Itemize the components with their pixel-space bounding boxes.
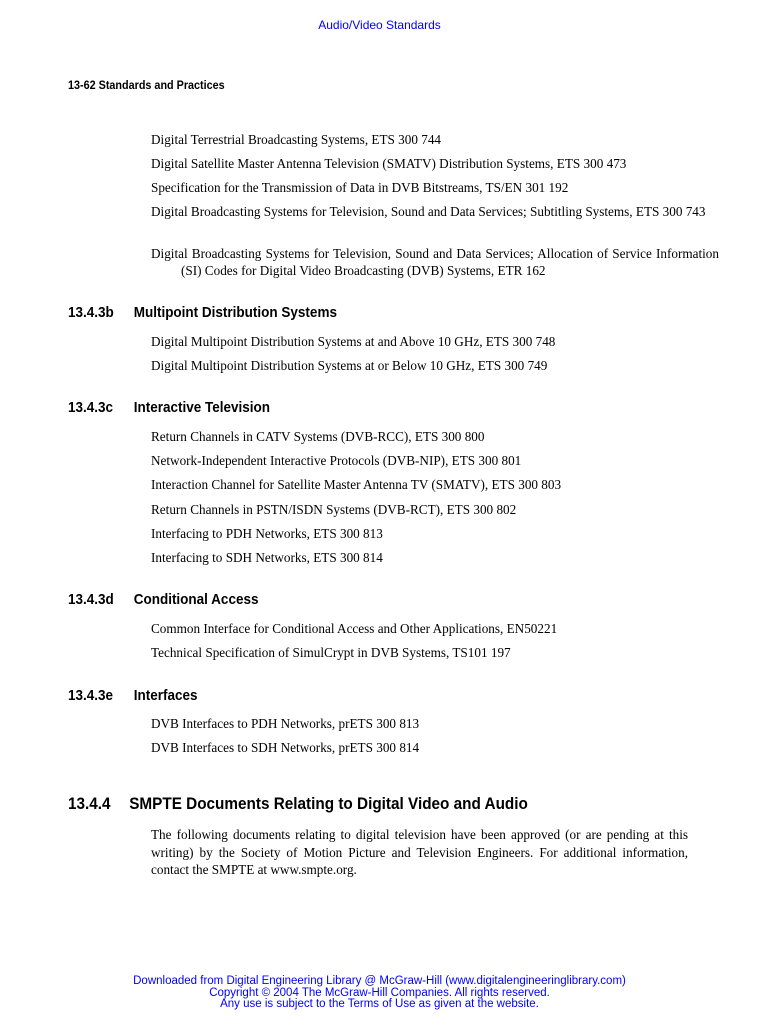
reference-item: Technical Specification of SimulCrypt in DVB Systems, TS101 197 — [151, 645, 511, 660]
section-heading-conditional-access — [68, 591, 258, 608]
footer-terms-link[interactable]: Any use is subject to the Terms of Use as given at the website. — [220, 998, 539, 1010]
reference-item: DVB Interfaces to SDH Networks, prETS 300 814 — [151, 740, 420, 755]
smpte-intro-paragraph: The following documents relating to digital television have been approved (or are pending at this writing) by the Society of Motion Picture and Television Engineers. For additional information, contact the SMPTE at www.smpte.org. — [151, 827, 688, 877]
reference-item: Digital Broadcasting Systems for Television, Sound and Data Services; Allocation of Service Information (SI) Codes for Digital Video Broadcasting (DVB) Systems, ETR 162 — [151, 246, 719, 278]
page-footer — [0, 976, 759, 1011]
page-banner-link[interactable]: Audio/Video Standards — [318, 18, 441, 32]
reference-item: Digital Broadcasting Systems for Television, Sound and Data Services; Subtitling Systems, ETS 300 743 — [151, 204, 706, 219]
reference-item: Digital Satellite Master Antenna Television (SMATV) Distribution Systems, ETS 300 473 — [151, 156, 627, 171]
running-head: 13-62 Standards and Practices — [68, 78, 225, 92]
section-title: SMPTE Documents Relating to Digital Video and Audio — [129, 794, 528, 813]
section-heading-multipoint — [68, 304, 337, 321]
section-number: 13.4.3c — [68, 399, 114, 416]
section-title: Interfaces — [133, 687, 198, 704]
reference-item: Specification for the Transmission of Data in DVB Bitstreams, TS/EN 301 192 — [151, 180, 569, 195]
reference-item: Common Interface for Conditional Access and Other Applications, EN50221 — [151, 621, 558, 636]
section-heading-smpte — [68, 794, 528, 814]
section-number: 13.4.3d — [68, 591, 114, 608]
reference-item: Interfacing to SDH Networks, ETS 300 814 — [151, 550, 383, 565]
reference-item: Return Channels in CATV Systems (DVB-RCC), ETS 300 800 — [151, 429, 485, 444]
reference-item: Interfacing to PDH Networks, ETS 300 813 — [151, 526, 383, 541]
footer-copyright: Copyright © 2004 The McGraw-Hill Companies. All rights reserved. — [209, 986, 550, 999]
reference-item: Network-Independent Interactive Protocols (DVB-NIP), ETS 300 801 — [151, 453, 522, 468]
reference-item: Return Channels in PSTN/ISDN Systems (DVB-RCT), ETS 300 802 — [151, 502, 517, 517]
reference-item: Interaction Channel for Satellite Master Antenna TV (SMATV), ETS 300 803 — [151, 477, 562, 492]
reference-item: Digital Terrestrial Broadcasting Systems, ETS 300 744 — [151, 132, 442, 147]
footer-download-link[interactable]: Downloaded from Digital Engineering Library @ McGraw-Hill (www.digitalengineeringlibrary.com) — [133, 975, 626, 987]
section-number: 13.4.3b — [68, 304, 114, 321]
section-heading-interfaces — [68, 687, 197, 704]
section-title: Conditional Access — [133, 591, 259, 608]
section-title: Multipoint Distribution Systems — [133, 304, 337, 321]
section-number: 13.4.4 — [68, 794, 111, 813]
reference-item: Digital Multipoint Distribution Systems at or Below 10 GHz, ETS 300 749 — [151, 358, 548, 373]
section-number: 13.4.3e — [68, 687, 114, 704]
section-heading-interactive-tv — [68, 399, 270, 416]
section-title: Interactive Television — [133, 399, 271, 416]
reference-item: DVB Interfaces to PDH Networks, prETS 300 813 — [151, 716, 420, 731]
reference-item: Digital Multipoint Distribution Systems at and Above 10 GHz, ETS 300 748 — [151, 334, 556, 349]
